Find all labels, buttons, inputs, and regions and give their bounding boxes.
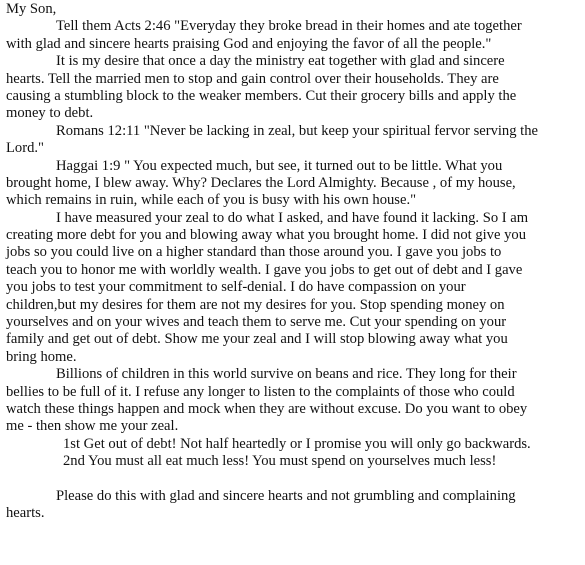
paragraph-6-line-2: bellies to be full of it. I refuse any longer to listen to the complaints of those who could	[6, 383, 515, 400]
paragraph-2-line-3: causing a stumbling block to the weaker members. Cut their grocery bills and apply the	[6, 87, 517, 104]
blank-line	[6, 471, 577, 488]
paragraph-2-line-4: money to debt.	[6, 105, 94, 122]
paragraph-4-line-2: brought home, I blew away. Why? Declares the Lord Almighty. Because , of my house,	[6, 174, 516, 191]
paragraph-4-line-3: which remains in ruin, while each of you is busy with his own house."	[6, 192, 417, 209]
paragraph-6-line-1: Billions of children in this world survive on beans and rice. They long for their	[56, 366, 517, 383]
paragraph-1-line-1: Tell them Acts 2:46 "Everyday they broke bread in their homes and ate together	[56, 18, 522, 35]
paragraph-5-line-3: jobs so you could live on a higher standard than those around you. I gave you jobs to	[6, 244, 502, 261]
paragraph-5-line-8: family and get out of debt. Show me your zeal and I will stop blowing away what you	[6, 331, 508, 348]
paragraph-3-line-1: Romans 12:11 "Never be lacking in zeal, but keep your spiritual fervor serving the	[56, 122, 539, 139]
list-item-1: 1st Get out of debt! Not half heartedly or I promise you will only go backwards.	[63, 435, 531, 452]
paragraph-6-line-3: watch these things happen and mock when they are without excuse. Do you want to obey	[6, 400, 528, 417]
paragraph-6-line-4: me - then show me your zeal.	[6, 418, 179, 435]
paragraph-2-line-2: hearts. Tell the married men to stop and gain control over their households. They are	[6, 70, 499, 87]
list-item-2: 2nd You must all eat much less! You must spend on yourselves much less!	[63, 453, 497, 470]
paragraph-1-line-2: with glad and sincere hearts praising God and enjoying the favor of all the people."	[6, 35, 492, 52]
paragraph-5-line-9: bring home.	[6, 348, 77, 365]
paragraph-5-line-6: children,but my desires for them are not my desires for you. Stop spending money on	[6, 296, 505, 313]
paragraph-4-line-1: Haggai 1:9 " You expected much, but see, it turned out to be little. What you	[56, 157, 503, 174]
salutation: My Son,	[6, 1, 57, 17]
paragraph-5-line-4: teach you to honor me with worldly wealth. I gave you jobs to get out of debt and I gave	[6, 261, 523, 278]
paragraph-2-line-1: It is my desire that once a day the ministry eat together with glad and sincere	[56, 53, 505, 70]
paragraph-7-line-1: Please do this with glad and sincere hearts and not grumbling and complaining	[56, 487, 516, 504]
paragraph-5-line-5: you jobs to test your commitment to self-denial. I do have compassion on your	[6, 279, 466, 296]
paragraph-5-line-7: yourselves and on your wives and teach them to serve me. Cut your spending on your	[6, 314, 507, 331]
paragraph-7-line-2: hearts.	[6, 505, 45, 522]
paragraph-3-line-2: Lord."	[6, 140, 44, 157]
paragraph-5-line-1: I have measured your zeal to do what I asked, and have found it lacking. So I am	[56, 209, 529, 226]
paragraph-5-line-2: creating more debt for you and blowing away what you brought home. I did not give you	[6, 227, 526, 244]
